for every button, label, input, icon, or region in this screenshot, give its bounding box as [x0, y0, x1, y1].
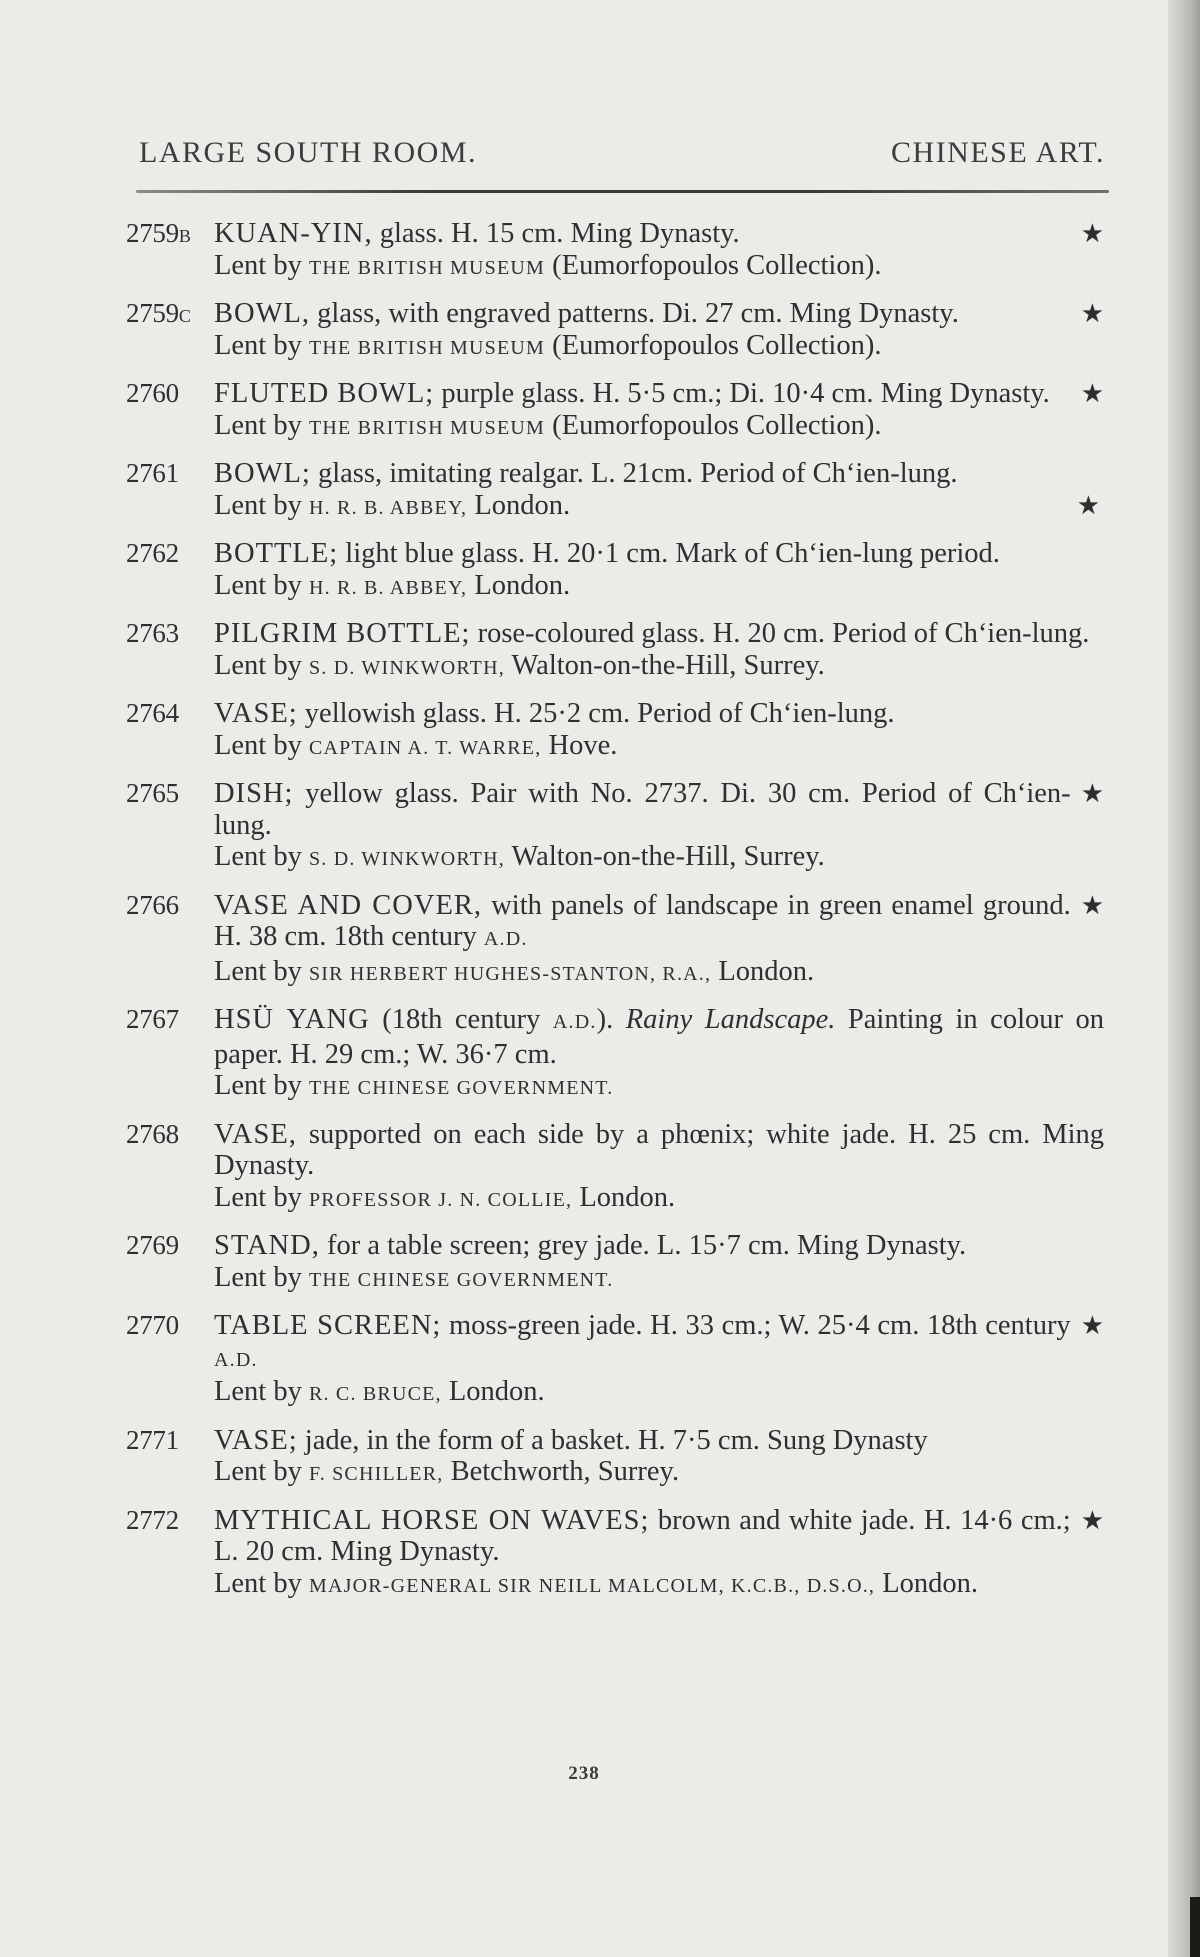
entry-number	[126, 1310, 212, 1345]
entry-number	[126, 218, 212, 253]
lender-location: (Eumorfopoulos Collection).	[545, 409, 882, 441]
entry-text	[214, 538, 1104, 570]
entry-description-cont: ).	[596, 1004, 626, 1035]
star-icon: ★	[1080, 890, 1104, 920]
entry-number	[126, 298, 212, 333]
entry-number	[126, 1119, 212, 1154]
catalogue-entry	[126, 378, 1104, 444]
painting-title: Rainy Landscape.	[625, 1004, 836, 1035]
lender-location: London.	[711, 955, 815, 987]
entry-description: light blue glass. H. 20·1 cm. Mark of Ch‘ien-lung period.	[338, 538, 1000, 569]
lent-by-label: Lent by	[214, 489, 309, 521]
lender-name: H. R. B. ABBEY,	[308, 496, 468, 519]
star-icon: ★	[1080, 1311, 1104, 1340]
entry-title: BOTTLE;	[214, 538, 339, 569]
entry-lender	[214, 1456, 1104, 1491]
entry-lender	[214, 1182, 1104, 1217]
header-rule	[136, 190, 1109, 193]
era-abbrev: A.D.	[552, 1011, 597, 1033]
star-icon: ★	[1080, 379, 1104, 408]
lender-name: H. R. B. ABBEY,	[308, 576, 468, 599]
entry-description: yellowish glass. H. 25·2 cm. Period of Ch‘ien-lung.	[297, 698, 895, 729]
entry-number	[126, 1230, 212, 1265]
entry-title: STAND,	[214, 1230, 320, 1261]
entry-text	[214, 1505, 1104, 1568]
entry-text	[214, 218, 1104, 250]
lender-name: THE BRITISH MUSEUM	[308, 256, 546, 279]
lender-name: PROFESSOR J. N. COLLIE,	[308, 1188, 573, 1211]
entry-lender	[214, 1262, 1104, 1297]
lender-location: (Eumorfopoulos Collection).	[545, 329, 882, 361]
entry-number	[126, 618, 212, 653]
running-head-left: LARGE SOUTH ROOM.	[139, 136, 478, 169]
lender-location: London.	[467, 569, 571, 601]
entry-description: (18th century	[369, 1004, 553, 1035]
entry-description: supported on each side by a phœnix; white jade. H. 25 cm. Ming Dynasty.	[214, 1118, 1104, 1181]
entry-number-suffix: B	[178, 226, 192, 246]
lender-location: London.	[875, 1567, 979, 1599]
entry-title: VASE;	[214, 698, 298, 729]
entry-number-digits: 2765	[126, 778, 179, 808]
entry-text	[214, 778, 1104, 841]
entry-text	[214, 890, 1104, 956]
lender-location: Walton-on-the-Hill, Surrey.	[504, 649, 825, 681]
lender-location: Betchworth, Surrey.	[443, 1456, 680, 1487]
lent-by-label: Lent by	[214, 649, 309, 681]
entry-title: BOWL,	[214, 298, 311, 329]
entry-title: DISH;	[214, 778, 294, 809]
entry-text	[214, 1310, 1104, 1376]
entry-lender	[214, 570, 1104, 605]
lent-by-label: Lent by	[214, 955, 309, 987]
entry-text	[214, 1004, 1104, 1070]
lender-name: F. SCHILLER,	[308, 1463, 444, 1485]
entry-number	[126, 458, 212, 493]
catalogue-entry	[126, 538, 1104, 604]
entry-description-end: Painting in colour on paper. H. 29 cm.; W. 36·7 cm.	[214, 1004, 1105, 1070]
entry-lender	[214, 841, 1104, 876]
entry-number-digits: 2772	[126, 1504, 179, 1535]
entry-number-digits: 2761	[126, 458, 179, 488]
entry-number-digits: 2766	[126, 889, 179, 920]
entry-number	[126, 698, 212, 733]
star-icon: ★	[1080, 779, 1104, 808]
entry-number	[126, 890, 212, 925]
entry-text	[214, 378, 1104, 410]
entry-title: KUAN-YIN,	[214, 218, 373, 249]
catalogue-entry	[126, 890, 1104, 991]
entry-number	[126, 778, 212, 813]
entry-lender	[214, 490, 1104, 525]
lent-by-label: Lent by	[214, 1376, 309, 1407]
star-icon: ★	[1080, 1505, 1104, 1535]
catalogue-entry	[126, 1004, 1104, 1105]
lent-by-label: Lent by	[214, 329, 309, 361]
catalogue-entry	[126, 1230, 1104, 1296]
entry-title: VASE AND COVER,	[214, 889, 483, 921]
entry-number	[126, 1004, 212, 1039]
lender-name: S. D. WINKWORTH,	[308, 656, 505, 679]
entry-number-digits: 2769	[126, 1230, 179, 1260]
entry-description: glass. H. 15 cm. Ming Dynasty.	[372, 218, 740, 249]
entry-number-digits: 2759	[126, 298, 179, 328]
entry-text	[214, 458, 1104, 490]
entry-number	[126, 378, 212, 413]
entry-number-digits: 2763	[126, 618, 179, 648]
catalogue-entry	[126, 1310, 1104, 1411]
gutter-shadow	[1190, 1897, 1200, 1957]
entry-title: HSÜ YANG	[214, 1004, 370, 1035]
lender-name: SIR HERBERT HUGHES-STANTON, R.A.,	[308, 962, 712, 985]
star-icon: ★	[1076, 490, 1100, 520]
catalogue-entry	[126, 1505, 1104, 1603]
lender-name: THE CHINESE GOVERNMENT.	[308, 1268, 614, 1291]
entry-text	[214, 1230, 1104, 1262]
catalogue-entry	[126, 618, 1104, 684]
entry-description: brown and white jade. H. 14·6 cm.; L. 20 cm. Ming Dynasty.	[214, 1504, 1071, 1567]
entry-number-digits: 2768	[126, 1118, 179, 1149]
entry-number	[126, 1505, 212, 1540]
entry-number-digits: 2760	[126, 378, 179, 408]
entry-number-digits: 2764	[126, 698, 179, 728]
lender-name: THE CHINESE GOVERNMENT.	[308, 1077, 614, 1099]
entry-text	[214, 298, 1104, 330]
entry-number-digits: 2770	[126, 1310, 179, 1340]
entry-description: purple glass. H. 5·5 cm.; Di. 10·4 cm. Ming Dynasty.	[434, 378, 1050, 409]
entry-text	[214, 698, 1104, 730]
entry-lender	[214, 650, 1104, 685]
entry-lender	[214, 956, 1104, 991]
lender-name: THE BRITISH MUSEUM	[308, 336, 546, 359]
entry-description: for a table screen; grey jade. L. 15·7 cm. Ming Dynasty.	[319, 1230, 967, 1261]
catalogue-entry	[126, 1119, 1104, 1217]
era-abbrev: A.D.	[483, 928, 528, 950]
entry-title: BOWL;	[214, 458, 311, 489]
entry-text	[214, 618, 1104, 650]
lent-by-label: Lent by	[214, 1181, 309, 1213]
lent-by-label: Lent by	[214, 249, 309, 281]
lender-location: London.	[467, 489, 571, 521]
lender-location: London.	[572, 1181, 676, 1213]
entry-title: VASE;	[214, 1424, 298, 1456]
entry-number	[126, 1425, 212, 1460]
entry-number-digits: 2767	[126, 1004, 179, 1034]
catalogue-entry	[126, 1425, 1104, 1491]
entry-title: TABLE SCREEN;	[214, 1310, 442, 1341]
entry-number-digits: 2762	[126, 538, 179, 568]
entry-description: with panels of landscape in green enamel ground. H. 38 cm. 18th century	[214, 889, 1071, 952]
star-icon: ★	[1080, 299, 1104, 328]
lender-location: (Eumorfopoulos Collection).	[545, 249, 882, 281]
entry-title: PILGRIM BOTTLE;	[214, 618, 471, 649]
entry-lender	[214, 1070, 1104, 1105]
catalogue-entry	[126, 698, 1104, 764]
lent-by-label: Lent by	[214, 1070, 309, 1101]
entry-number-digits: 2771	[126, 1424, 179, 1455]
running-head-right: CHINESE ART.	[891, 136, 1105, 169]
entry-text	[214, 1425, 1104, 1457]
lender-location: Hove.	[541, 729, 618, 761]
entry-text	[214, 1119, 1104, 1182]
entry-description: rose-coloured glass. H. 20 cm. Period of Ch‘ien-lung.	[470, 618, 1090, 649]
lender-name: THE BRITISH MUSEUM	[308, 416, 546, 439]
lender-location: London.	[441, 1376, 545, 1407]
catalogue-entry	[126, 298, 1104, 364]
lender-location: Walton-on-the-Hill, Surrey.	[504, 841, 825, 872]
entry-description: glass, with engraved patterns. Di. 27 cm. Ming Dynasty.	[310, 298, 959, 329]
lent-by-label: Lent by	[214, 1456, 309, 1487]
entry-lender	[214, 730, 1104, 765]
entry-title: VASE,	[214, 1118, 297, 1150]
entry-title: FLUTED BOWL;	[214, 378, 435, 409]
entry-number	[126, 538, 212, 573]
entry-description: moss-green jade. H. 33 cm.; W. 25·4 cm. 18th century	[441, 1310, 1071, 1341]
entry-lender	[214, 1376, 1104, 1411]
entry-description: jade, in the form of a basket. H. 7·5 cm. Sung Dynasty	[297, 1424, 928, 1456]
catalogue-entry	[126, 778, 1104, 876]
book-gutter	[1168, 0, 1200, 1957]
entry-number-digits: 2759	[126, 218, 179, 248]
catalogue-entry	[126, 218, 1104, 284]
catalogue-entries	[126, 218, 1104, 1616]
page-number: 238	[568, 1763, 600, 1784]
lender-name: CAPTAIN A. T. WARRE,	[308, 736, 542, 759]
lender-name: R. C. BRUCE,	[308, 1383, 442, 1405]
entry-description: yellow glass. Pair with No. 2737. Di. 30 cm. Period of Ch‘ien-lung.	[214, 778, 1071, 841]
entry-title: MYTHICAL HORSE ON WAVES;	[214, 1504, 650, 1536]
entry-number-suffix: C	[178, 306, 192, 326]
entry-description: glass, imitating realgar. L. 21cm. Period of Ch‘ien-lung.	[310, 458, 958, 489]
lent-by-label: Lent by	[214, 841, 309, 872]
entry-lender	[214, 330, 1104, 365]
lent-by-label: Lent by	[214, 409, 309, 441]
entry-lender	[214, 250, 1104, 285]
entry-lender	[214, 410, 1104, 445]
era-abbrev: A.D.	[214, 1348, 258, 1371]
lent-by-label: Lent by	[214, 1567, 309, 1599]
lent-by-label: Lent by	[214, 1261, 309, 1293]
running-head	[139, 136, 1105, 180]
catalogue-entry	[126, 458, 1104, 524]
star-icon: ★	[1080, 219, 1104, 248]
lender-name: S. D. WINKWORTH,	[308, 848, 505, 870]
lent-by-label: Lent by	[214, 569, 309, 601]
entry-lender	[214, 1568, 1104, 1603]
lender-name: MAJOR-GENERAL SIR NEILL MALCOLM, K.C.B., D.S.O.,	[308, 1574, 876, 1597]
lent-by-label: Lent by	[214, 729, 309, 761]
